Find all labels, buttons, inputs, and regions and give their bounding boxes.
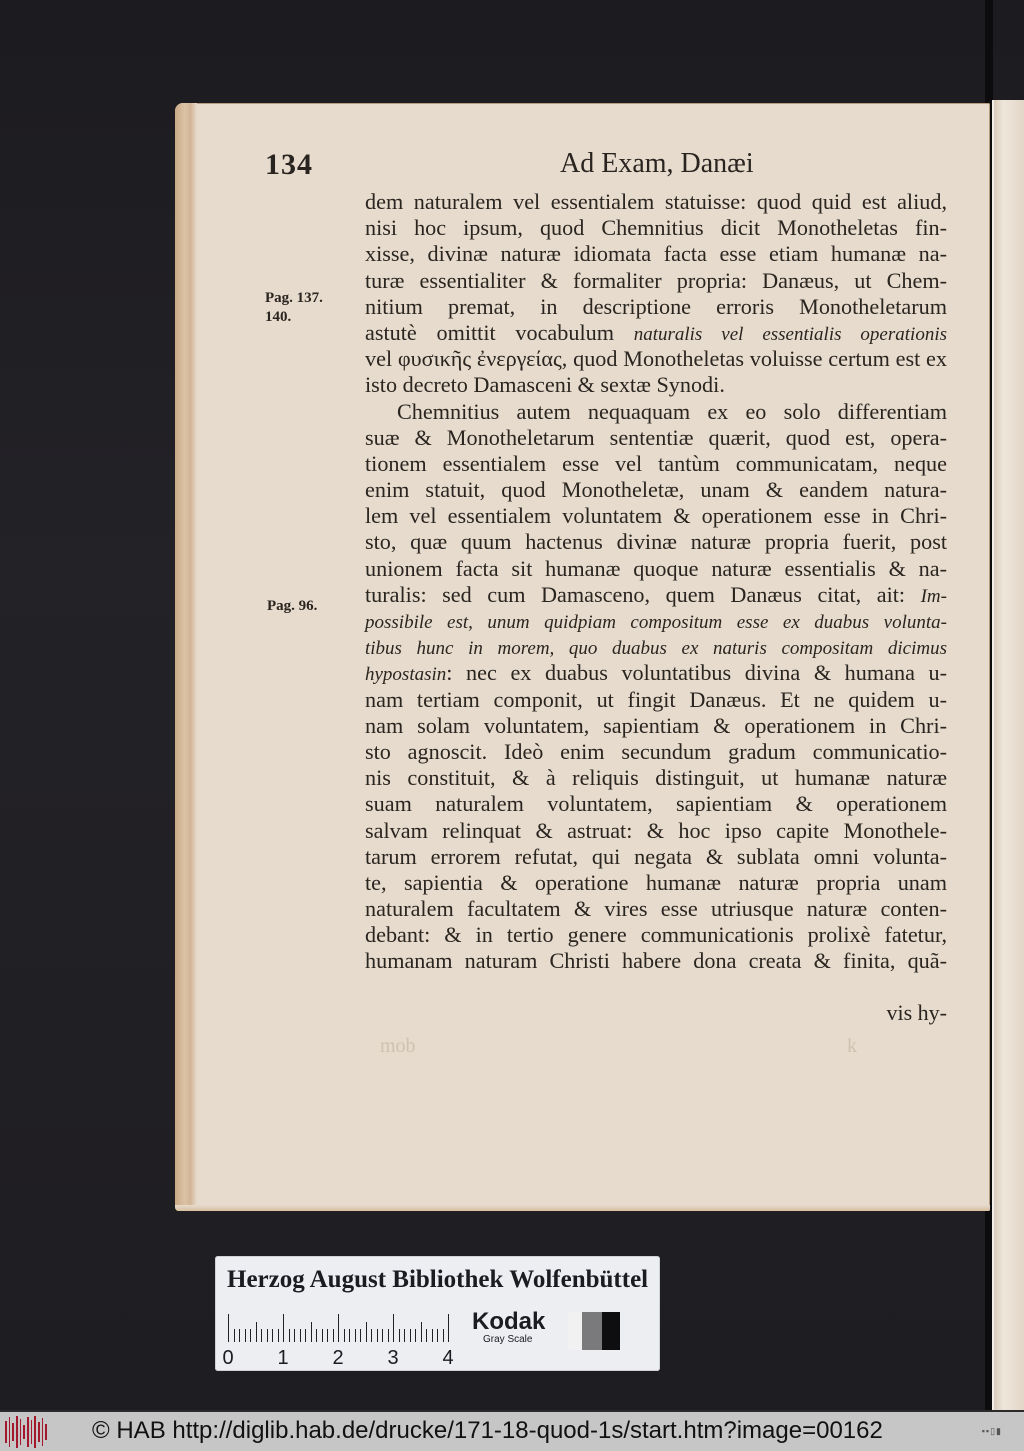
footer-mark-icon: ▪▪▯▮ [981,1426,1002,1436]
kodak-brand: Kodak [472,1308,546,1335]
ruler-tick [250,1329,251,1342]
text-line: suæ & Monotheletarum sententiæ quærit, quod est, opera- [365,424,947,450]
margin-note-line: 140. [265,309,292,325]
ruler-tick [382,1329,383,1342]
text-line [365,634,947,660]
text-line: turalis: sed cum Damasceno, quem Danæus citat, ait: Im- [365,581,947,607]
body-text [365,189,947,975]
ruler-tick [393,1314,394,1342]
ruler-tick [327,1329,328,1342]
text-line: lem vel essentialem voluntatem & operationem esse in Chri- [365,503,947,529]
text-line: dem naturalem vel essentialem statuisse: quod quid est aliud, [365,189,947,214]
page-number: 134 [265,148,313,181]
ruler-tick [426,1329,427,1342]
gray-swatches [568,1312,620,1350]
ruler-label: 3 [387,1347,399,1369]
ruler-tick [300,1329,301,1342]
text-line: nisi hoc ipsum, quod Chemnitius dicit Monotheletas fin- [365,215,947,241]
ruler-tick [333,1329,334,1342]
ruler-tick [371,1329,372,1342]
ruler-tick [443,1329,444,1342]
ruler-tick [305,1329,306,1342]
margin-note-1 [265,289,323,327]
text-line: nis constituit, & à reliquis distinguit, ut humanæ naturæ [365,765,947,791]
ruler-tick [294,1329,295,1342]
running-title: Ad Exam, Danæi [560,148,754,179]
ruler-tick [311,1322,312,1342]
ruler-tick [399,1329,400,1342]
text-line: suam naturalem voluntatem, sapientiam & operationem [365,791,947,817]
bleed-through-text: k [847,1035,857,1057]
running-head [175,148,990,188]
ruler-label: 1 [277,1347,289,1369]
ruler-tick [239,1329,240,1342]
ruler-tick [261,1329,262,1342]
ruler-tick [278,1329,279,1342]
footer-bar [0,1410,1024,1451]
ruler-tick [256,1322,257,1342]
text-line: nam tertiam componit, ut fingit Danæus. Et ne quidem u- [365,686,947,712]
text-line: turæ essentialiter & formaliter propria: Danæus, ut Chem- [365,267,947,293]
text-line: tionem essentialem esse vel tantùm communicatam, neque [365,450,947,476]
permalink[interactable]: © HAB http://diglib.hab.de/drucke/171-18-quod-1s/start.htm?image=00162 [92,1417,883,1444]
text-line: Chemnitius autem nequaquam ex eo solo differentiam [397,398,947,424]
ruler-label: 0 [222,1347,234,1369]
text-line: humanam naturam Christi habere dona creata & finita, quã- [365,948,947,974]
swatch-white [568,1312,582,1350]
text-line: vel φυσικῆς ἐνεργείας, quod Monotheletas voluisse certum est ex [365,346,947,372]
text-line: tarum errorem refutat, qui negata & sublata omni volunta- [365,843,947,869]
italic-quote: naturalis vel essentialis operationis [633,323,947,345]
italic-quote: hypostasin [365,664,447,686]
ruler-tick [410,1329,411,1342]
ruler-tick [360,1329,361,1342]
ruler-tick [344,1329,345,1342]
ruler-label: 4 [442,1347,454,1369]
ruler-tick [267,1329,268,1342]
ruler-tick [283,1314,284,1342]
bleed-through-text: mob [380,1035,416,1057]
swatch-gray [582,1312,602,1350]
ruler-tick [289,1329,290,1342]
ruler-tick [272,1329,273,1342]
ruler-tick [245,1329,246,1342]
ruler-tick [234,1329,235,1342]
adjacent-page-edge [992,100,1024,1410]
ruler-tick [322,1329,323,1342]
text-line [365,608,947,634]
ruler-tick [349,1329,350,1342]
ruler-tick [437,1329,438,1342]
margin-note-2 [267,597,317,616]
gray-scale-label: Gray Scale [483,1334,533,1345]
italic-quote: Im- [920,585,947,607]
ruler-tick [366,1322,367,1342]
catchword: vis hy- [886,1000,947,1025]
ruler [222,1314,456,1369]
italic-quote: tibus hunc in morem, quo duabus ex naturis compositam dicimus [365,638,947,660]
ruler-tick [415,1329,416,1342]
ruler-tick [404,1329,405,1342]
text-line: te, sapientia & operatione humanæ naturæ propria unam [365,869,947,895]
book-page [175,103,990,1211]
color-scale-card [215,1256,660,1371]
margin-note-line: Pag. 137. [265,290,323,306]
ruler-tick [228,1314,229,1342]
text-line: xisse, divinæ naturæ idiomata facta esse etiam humanæ na- [365,241,947,267]
ruler-tick [388,1329,389,1342]
margin-note-line: Pag. 96. [267,598,318,614]
text-line: naturalem facultatem & vires esse utriusque naturæ conten- [365,896,947,922]
ruler-tick [421,1322,422,1342]
ruler-tick [355,1329,356,1342]
text-line: enim statuit, quod Monotheletæ, unam & eandem natura- [365,477,947,503]
text-line: unionem facta sit humanæ quoque naturæ essentialis & na- [365,555,947,581]
text-line: nam solam voluntatem, sapientiam & operationem in Chri- [365,712,947,738]
text-line: debant: & in tertio genere communicationis prolixè fatetur, [365,922,947,948]
text-line: sto agnoscit. Ideò enim secundum gradum communicatio- [365,738,947,764]
ruler-tick [338,1314,339,1342]
ruler-label: 2 [332,1347,344,1369]
text-line: astutè omittit vocabulum naturalis vel essentialis operationis [365,319,947,345]
text-line: hypostasin: nec ex duabus voluntatibus divina & humana u- [365,660,947,686]
ruler-tick [432,1329,433,1342]
swatch-black [602,1312,620,1350]
text-line: nitium premat, in descriptione erroris Monotheletarum [365,293,947,319]
hab-logo-icon[interactable] [5,1416,47,1448]
text-line: salvam relinquat & astruat: & hoc ipso capite Monothele- [365,817,947,843]
text-line: sto, quæ quum hactenus divinæ naturæ propria fuerit, post [365,529,947,555]
ruler-tick [377,1329,378,1342]
ruler-tick [316,1329,317,1342]
library-name: Herzog August Bibliothek Wolfenbüttel [227,1266,649,1293]
ruler-tick [448,1314,449,1342]
text-line: isto decreto Damasceni & sextæ Synodi. [365,372,725,398]
italic-quote: possibile est, unum quidpiam compositum esse ex duabus volunta- [365,612,947,633]
